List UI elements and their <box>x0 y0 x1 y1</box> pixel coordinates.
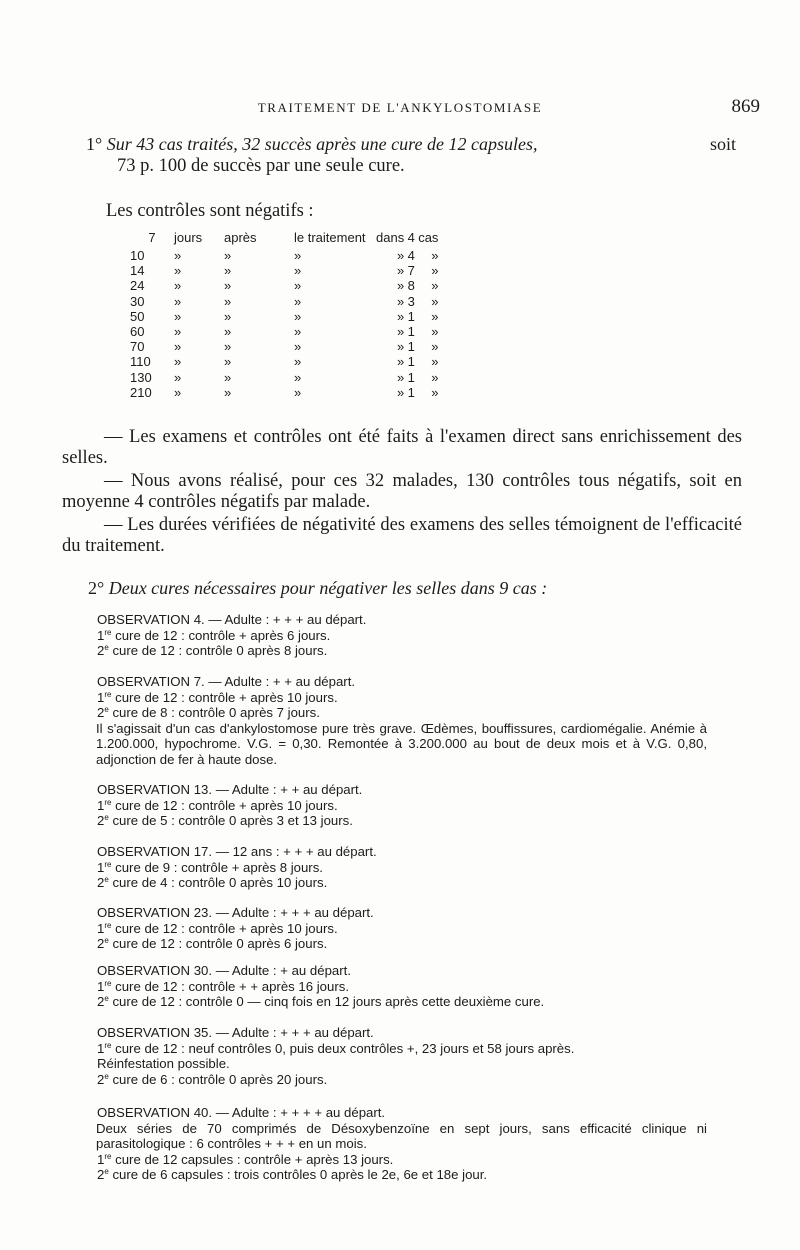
controls-table-cell: » <box>396 263 405 279</box>
section-1-line2: 73 p. 100 de succès par une seule cure. <box>117 156 405 176</box>
controls-table-cell: » <box>431 248 439 263</box>
observation-title: OBSERVATION 23. — Adulte : + + + au départ. <box>97 905 374 920</box>
controls-table-cell: » <box>396 293 405 309</box>
controls-table-cell: » <box>174 308 182 324</box>
controls-table-cell: » <box>294 369 302 385</box>
controls-table-cell: 3 <box>407 293 415 309</box>
section-1-heading-italic: Sur 43 cas traités, 32 succès après une cure de 12 capsules, <box>106 134 538 154</box>
controls-table-cell: » <box>396 339 405 355</box>
controls-table-cell: » <box>431 308 439 324</box>
controls-table-cell: » <box>431 263 439 279</box>
controls-table-row <box>130 370 438 385</box>
observation-line: 1re cure de 12 : neuf contrôles 0, puis deux contrôles +, 23 jours et 58 jours après. <box>97 1040 575 1056</box>
controls-table-row <box>130 324 438 339</box>
observation-block <box>97 1105 707 1183</box>
controls-header-cell: après <box>224 230 257 246</box>
controls-table-cell: 130 <box>130 369 152 385</box>
controls-table-cell: » <box>431 278 439 294</box>
observation-line: 1re cure de 12 : contrôle + après 10 jours. <box>97 689 338 705</box>
section-2-heading-italic: Deux cures nécessaires pour négativer les selles dans 9 cas : <box>108 578 548 598</box>
observation-line: 2e cure de 4 : contrôle 0 après 10 jours. <box>97 875 328 891</box>
controls-title: Les contrôles sont négatifs : <box>106 201 314 221</box>
observation-title: OBSERVATION 17. — 12 ans : + + + au départ. <box>97 844 377 859</box>
controls-table-cell: » <box>294 263 302 279</box>
controls-table-cell: 24 <box>130 278 145 294</box>
observation-block <box>97 782 707 829</box>
controls-table-cell: » <box>396 324 405 340</box>
controls-table-cell: » <box>396 308 405 324</box>
section-2-heading <box>88 576 738 600</box>
controls-table-cell: » <box>396 278 405 294</box>
controls-table-cell: 60 <box>130 324 145 340</box>
controls-header-cell: dans <box>376 230 405 246</box>
running-head <box>60 96 760 120</box>
controls-table-cell: 1 <box>407 369 415 385</box>
observation-line: Réinfestation possible. <box>97 1056 230 1072</box>
observation-note: Il s'agissait d'un cas d'ankylostomose pure très grave. Œdèmes, bouffissures, cardiomégalie. Anémie à 1.200.000, hypochrome. V.G. = 0,30. Remontée à 3.200.000 au bout de deux mois et à V.G. 0,80, adjonction de fer à haute dose. <box>96 720 707 767</box>
controls-table-cell: » <box>224 248 232 263</box>
controls-table-cell: 30 <box>130 293 145 309</box>
controls-table-row <box>130 309 438 324</box>
paragraph-3: — Les durées vérifiées de négativité des examens des selles témoignent de l'efficacité du traitement. <box>62 515 742 556</box>
controls-table-cell: 1 <box>407 324 415 340</box>
controls-table-cell: » <box>224 384 232 400</box>
controls-table-cell: 70 <box>130 339 145 355</box>
controls-header-cell: jours <box>174 230 203 246</box>
controls-table-cell: » <box>431 324 439 340</box>
controls-table-cell: » <box>431 339 439 355</box>
observation-line: 1re cure de 12 capsules : contrôle + après 13 jours. <box>97 1151 394 1167</box>
controls-table-row <box>130 354 438 369</box>
controls-table-row <box>130 263 438 278</box>
observation-line: 1re cure de 12 : contrôle + après 6 jours. <box>97 627 331 643</box>
controls-table-cell: » <box>174 324 182 340</box>
controls-header-cell: le traitement <box>294 230 366 246</box>
controls-table-cell: 50 <box>130 308 145 324</box>
controls-table-cell: 14 <box>130 263 145 279</box>
observation-line: 2e cure de 8 : contrôle 0 après 7 jours. <box>97 705 320 721</box>
observation-line: 1re cure de 12 : contrôle + après 10 jours. <box>97 920 338 936</box>
controls-table-cell: » <box>431 369 439 385</box>
controls-table-cell: » <box>224 308 232 324</box>
controls-table-cell: » <box>294 324 302 340</box>
observation-title: OBSERVATION 35. — Adulte : + + + au départ. <box>97 1025 374 1040</box>
observation-title: OBSERVATION 40. — Adulte : + + + + au départ. <box>97 1105 386 1120</box>
observation-block <box>97 963 707 1010</box>
controls-table-cell: 7 <box>407 263 415 279</box>
controls-table-cell: 10 <box>130 248 145 263</box>
controls-table-cell: » <box>224 369 232 385</box>
paragraph-2: — Nous avons réalisé, pour ces 32 malades, 130 contrôles tous négatifs, soit en moyenne 4 contrôles négatifs par malade. <box>62 471 742 512</box>
controls-table-cell: » <box>224 354 232 370</box>
observation-line: 2e cure de 12 : contrôle 0 après 8 jours. <box>97 643 328 659</box>
controls-table-cell: » <box>174 369 182 385</box>
controls-table-header <box>130 228 438 248</box>
controls-table-cell: » <box>294 308 302 324</box>
section-1-number: 1° <box>86 134 103 154</box>
controls-table-cell: » <box>174 293 182 309</box>
controls-table-cell: » <box>174 263 182 279</box>
observation-block <box>97 844 707 891</box>
controls-table-cell: 110 <box>130 354 151 370</box>
controls-table-cell: 1 <box>407 354 415 370</box>
controls-table-cell: » <box>294 339 302 355</box>
controls-table-cell: » <box>294 354 302 370</box>
observation-line: 1re cure de 12 : contrôle + + après 16 jours. <box>97 978 349 994</box>
controls-table-cell: » <box>174 248 182 263</box>
controls-table-cell: » <box>174 278 182 294</box>
observation-line: 2e cure de 6 capsules : trois contrôles 0 après le 2e, 6e et 18e jour. <box>97 1167 488 1183</box>
observation-block <box>97 612 707 659</box>
observation-note: Deux séries de 70 comprimés de Désoxybenzoïne en sept jours, sans efficacité clinique ni parasitologique : 6 contrôles + + + en un mois. <box>96 1120 707 1152</box>
controls-table-cell: 4 <box>407 248 415 263</box>
observation-block <box>97 905 707 952</box>
observation-line: 2e cure de 6 : contrôle 0 après 20 jours. <box>97 1071 328 1087</box>
controls-table-row <box>130 339 438 354</box>
observation-line: 2e cure de 12 : contrôle 0 — cinq fois en 12 jours après cette deuxième cure. <box>97 994 545 1010</box>
observation-block <box>97 1025 707 1087</box>
controls-header-cell: 4 <box>407 230 415 246</box>
observation-title: OBSERVATION 13. — Adulte : + + au départ. <box>97 782 363 797</box>
controls-table <box>130 228 438 400</box>
section-2-number: 2° <box>88 578 105 598</box>
controls-table-cell: 1 <box>407 308 415 324</box>
controls-header-cell: cas <box>418 230 439 246</box>
controls-table-cell: » <box>174 384 182 400</box>
controls-table-cell: » <box>396 354 405 370</box>
observation-title: OBSERVATION 7. — Adulte : + + au départ. <box>97 674 356 689</box>
controls-table-cell: » <box>174 339 182 355</box>
controls-table-cell: 1 <box>407 339 415 355</box>
controls-table-row <box>130 248 438 263</box>
section-1-heading-rest: soit <box>709 134 736 154</box>
controls-table-cell: 1 <box>407 384 415 400</box>
controls-table-row <box>130 385 438 400</box>
running-title: TRAITEMENT DE L'ANKYLOSTOMIASE <box>257 100 543 115</box>
observation-line: 2e cure de 12 : contrôle 0 après 6 jours. <box>97 936 328 952</box>
controls-table-cell: 8 <box>407 278 415 294</box>
controls-table-row <box>130 278 438 293</box>
controls-table-cell: » <box>224 278 232 294</box>
controls-table-cell: » <box>294 248 302 263</box>
observation-title: OBSERVATION 4. — Adulte : + + + au départ. <box>97 612 367 627</box>
observation-title: OBSERVATION 30. — Adulte : + au départ. <box>97 963 351 978</box>
controls-table-cell: » <box>174 354 182 370</box>
controls-table-cell: » <box>294 293 302 309</box>
controls-table-row <box>130 294 438 309</box>
observation-line: 2e cure de 5 : contrôle 0 après 3 et 13 jours. <box>97 813 353 829</box>
controls-table-cell: » <box>431 293 439 309</box>
page-number: 869 <box>731 96 760 117</box>
observation-line: 1re cure de 12 : contrôle + après 10 jours. <box>97 797 338 813</box>
controls-table-cell: » <box>396 384 405 400</box>
controls-table-cell: » <box>431 354 439 370</box>
controls-header-cell: 7 <box>148 230 156 246</box>
section-1-heading <box>86 132 736 156</box>
controls-table-cell: » <box>224 339 232 355</box>
controls-table-cell: » <box>224 293 232 309</box>
controls-table-cell: » <box>224 263 232 279</box>
observation-line: 1re cure de 9 : contrôle + après 8 jours. <box>97 859 323 875</box>
controls-table-cell: » <box>294 278 302 294</box>
observation-block <box>97 674 707 768</box>
controls-table-cell: » <box>396 369 405 385</box>
controls-table-cell: » <box>396 248 405 263</box>
controls-table-cell: » <box>224 324 232 340</box>
controls-table-cell: » <box>431 384 439 400</box>
controls-table-cell: » <box>294 384 302 400</box>
paragraph-1: — Les examens et contrôles ont été faits à l'examen direct sans enrichissement des selles. <box>62 427 742 468</box>
controls-table-cell: 210 <box>130 384 152 400</box>
